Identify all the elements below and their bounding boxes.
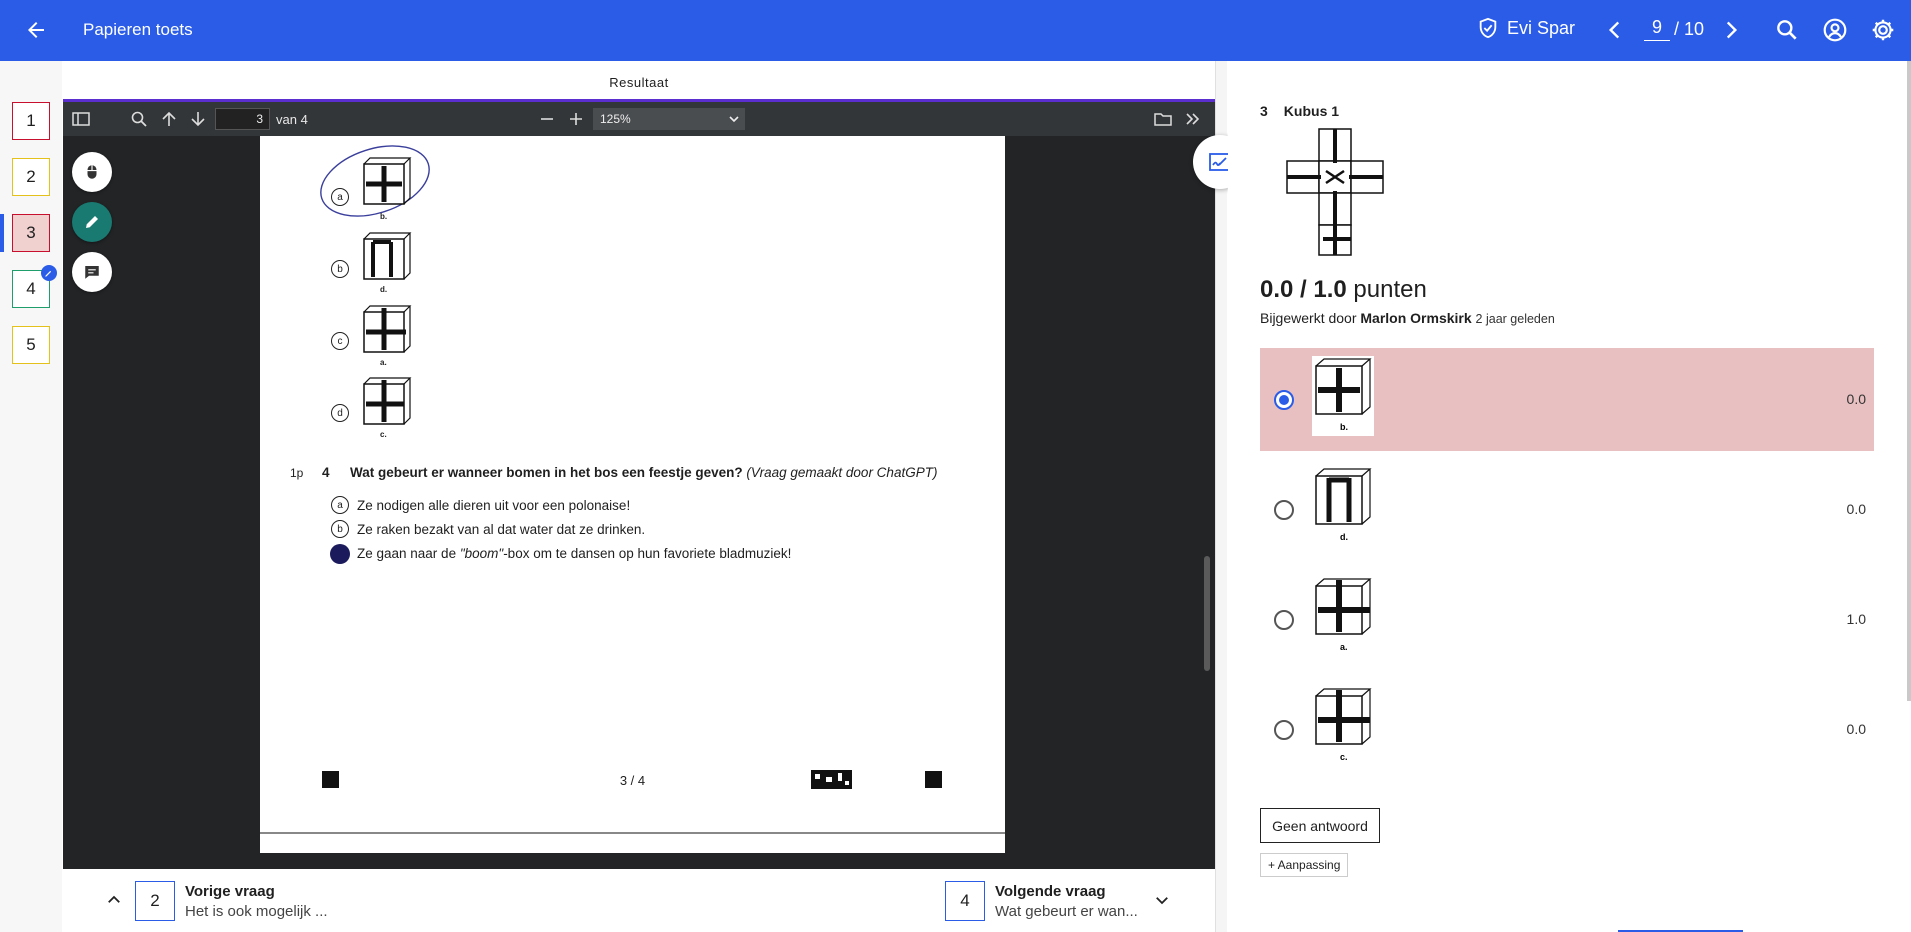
question-number: 4 — [322, 465, 330, 480]
chevron-left-icon[interactable] — [1602, 17, 1628, 43]
answer-option-c — [331, 544, 791, 562]
chevron-up-icon[interactable] — [105, 891, 123, 909]
previous-question-preview: Het is ook mogelijk ... — [185, 902, 328, 920]
cube-caption: b. — [380, 212, 388, 221]
grading-panel — [1228, 61, 1911, 932]
previous-question-button[interactable] — [135, 881, 328, 921]
pdf-scrollbar[interactable] — [1204, 556, 1210, 671]
previous-page-icon[interactable] — [159, 109, 179, 129]
top-bar — [0, 0, 1911, 61]
cube-option-label: a — [331, 188, 349, 206]
question-nav-3[interactable]: 3 — [12, 214, 50, 252]
question-nav-4[interactable]: 4 — [12, 270, 50, 308]
answer-points: 0.0 — [1846, 391, 1866, 407]
answer-option-c[interactable] — [1260, 678, 1874, 781]
next-question-label: Volgende vraag — [995, 882, 1106, 900]
result-viewer — [63, 61, 1215, 869]
option-text: Ze raken bezakt van al dat water dat ze drinken. — [357, 521, 646, 537]
page-number-input[interactable]: 3 — [215, 108, 270, 130]
student-name: Evi Spar — [1507, 17, 1576, 38]
answer-cube-image — [1312, 576, 1374, 656]
option-letter: b — [331, 520, 349, 538]
score-display — [1260, 276, 1427, 304]
answer-option-b — [331, 520, 645, 538]
cube-caption: a. — [380, 358, 387, 367]
answer-points: 0.0 — [1846, 501, 1866, 517]
next-question-number: 4 — [945, 881, 985, 921]
cube-d-drawing — [364, 378, 410, 424]
add-adjustment-button[interactable]: + Aanpassing — [1260, 853, 1348, 877]
answer-points: 0.0 — [1846, 721, 1866, 737]
next-question-button[interactable] — [945, 881, 1138, 921]
no-answer-button[interactable]: Geen antwoord — [1260, 808, 1380, 843]
question-nav-2[interactable]: 2 — [12, 158, 50, 196]
updated-by: Marlon Ormskirk — [1360, 310, 1472, 326]
option-text: Ze nodigen alle dieren uit voor een polonaise! — [357, 497, 631, 513]
answer-caption: b. — [1340, 422, 1348, 432]
page-count-label: van 4 — [276, 112, 308, 127]
active-question-marker — [0, 214, 4, 252]
question-text: Wat gebeurt er wanneer bomen in het bos een feestje geven? — [350, 465, 743, 480]
panel-divider[interactable] — [1215, 61, 1227, 932]
back-arrow-icon[interactable] — [24, 18, 48, 42]
cube-a-drawing — [364, 158, 410, 204]
zoom-value: 125% — [600, 112, 631, 126]
answer-cube-image — [1312, 686, 1374, 766]
question-number: 3 — [1260, 103, 1268, 119]
panel-scrollbar[interactable] — [1907, 61, 1911, 701]
updated-info — [1260, 310, 1555, 326]
cube-option-label: b — [331, 260, 349, 278]
answer-radio[interactable] — [1274, 390, 1294, 410]
previous-question-number: 2 — [135, 881, 175, 921]
page-footer-number: 3 / 4 — [619, 773, 646, 788]
zoom-in-icon[interactable] — [566, 109, 586, 129]
sidebar-toggle-icon[interactable] — [71, 109, 91, 129]
pen-tool-button[interactable] — [72, 202, 112, 242]
cube-c-drawing — [364, 306, 410, 352]
cube-net-image — [1286, 127, 1386, 257]
answer-radio[interactable] — [1274, 720, 1294, 740]
chevron-right-icon[interactable] — [1718, 17, 1744, 43]
answer-option-d[interactable] — [1260, 458, 1874, 561]
cube-caption: c. — [380, 430, 387, 439]
previous-question-label: Vorige vraag — [185, 882, 275, 900]
answer-radio[interactable] — [1274, 610, 1294, 630]
answer-radio[interactable] — [1274, 500, 1294, 520]
mouse-icon — [83, 163, 101, 181]
updated-time: 2 jaar geleden — [1475, 312, 1555, 326]
chevron-down-icon[interactable] — [1153, 891, 1171, 909]
shield-check-icon — [1477, 17, 1499, 39]
pdf-page — [260, 136, 1005, 853]
zoom-out-icon[interactable] — [537, 109, 557, 129]
cube-option-label: d — [331, 404, 349, 422]
option-letter — [331, 544, 349, 562]
pencil-icon — [83, 213, 101, 231]
answer-cube-image — [1312, 356, 1374, 436]
page-title: Papieren toets — [83, 20, 193, 39]
edited-badge-icon — [41, 265, 57, 281]
next-question-preview: Wat gebeurt er wan... — [995, 902, 1138, 920]
pdf-canvas[interactable] — [63, 136, 1215, 869]
open-file-icon[interactable] — [1153, 109, 1173, 129]
bottom-navigation — [63, 869, 1215, 932]
answer-caption: d. — [1340, 532, 1348, 542]
comment-tool-button[interactable] — [72, 252, 112, 292]
question-nav-5[interactable]: 5 — [12, 326, 50, 364]
answer-points: 1.0 — [1846, 611, 1866, 627]
updated-prefix: Bijgewerkt door — [1260, 310, 1357, 326]
score-unit: punten — [1353, 276, 1427, 303]
pdf-toolbar — [63, 102, 1215, 136]
answer-option-b[interactable] — [1260, 348, 1874, 451]
chevron-down-icon — [729, 114, 739, 124]
answer-caption: a. — [1340, 642, 1348, 652]
gear-icon[interactable] — [1870, 17, 1896, 43]
find-icon[interactable] — [129, 109, 149, 129]
option-letter: a — [331, 496, 349, 514]
option-text: -box om te dansen op hun favoriete bladmuziek! — [503, 545, 792, 561]
mouse-tool-button[interactable] — [72, 152, 112, 192]
cube-b-drawing — [364, 233, 410, 279]
student-selector[interactable] — [1477, 17, 1575, 39]
next-page-icon[interactable] — [188, 109, 208, 129]
question-note: (Vraag gemaakt door ChatGPT) — [746, 465, 938, 480]
page-drawings — [260, 136, 1005, 853]
option-text: Ze gaan naar de — [357, 545, 460, 561]
option-text-em: "boom" — [459, 545, 504, 561]
cube-caption: d. — [380, 285, 388, 294]
student-pager — [1644, 17, 1704, 41]
answer-option-a — [331, 496, 630, 514]
question-title: Kubus 1 — [1283, 103, 1340, 119]
question-header — [1260, 103, 1339, 119]
comment-icon — [83, 263, 101, 281]
section-title: Resultaat — [609, 75, 669, 90]
zoom-select[interactable] — [593, 108, 745, 130]
cube-option-label: c — [331, 332, 349, 350]
account-icon[interactable] — [1822, 17, 1848, 43]
question-nav-1[interactable]: 1 — [12, 102, 50, 140]
current-student-input[interactable]: 9 — [1644, 17, 1670, 41]
search-icon[interactable] — [1774, 17, 1800, 43]
total-students: / 10 — [1674, 18, 1705, 39]
answer-option-a[interactable] — [1260, 568, 1874, 671]
answer-caption: c. — [1340, 752, 1348, 762]
more-tools-icon[interactable] — [1183, 109, 1203, 129]
score-value: 0.0 / 1.0 — [1260, 276, 1347, 303]
question-points: 1p — [290, 466, 304, 480]
answer-cube-image — [1312, 466, 1374, 546]
